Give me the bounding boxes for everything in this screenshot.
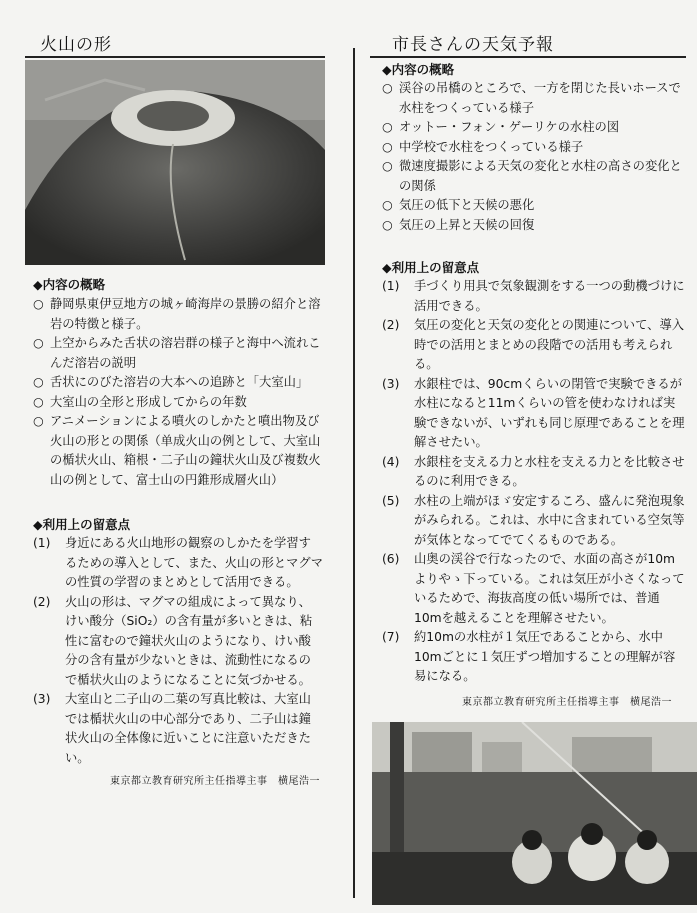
column-divider	[353, 48, 355, 898]
overview-list	[382, 79, 687, 235]
author-credit: 東京都立教育研究所主任指導主事 横尾浩一	[110, 776, 320, 787]
list-item: (1) 身近にある火山地形の観察のしかたを学習するための導入として、また、火山の形とマグマの性質の学習のまとめとして活用できる。	[33, 536, 323, 589]
list-item: (4) 水銀柱を支える力と水柱を支える力とを比較させるのに利用できる。	[382, 454, 685, 488]
title-underline	[25, 56, 325, 58]
list-item: (3) 水銀柱では、90cmくらいの閉管で実験できるが水柱になると11mくらいの管を使わなければ実験できないが、いずれも同じ原理であることを理解させたい。	[382, 376, 685, 449]
list-item: ○ 静岡県東伊豆地方の城ヶ崎海岸の景勝の紹介と溶岩の特徴と様子。	[33, 297, 321, 331]
list-item: ○ 気圧の上昇と天候の回復	[382, 217, 535, 232]
list-item: (2) 気圧の変化と天気の変化との関連について、導入時での活用とまとめの段階での活用も考えられる。	[382, 318, 685, 371]
list-item: ○ 大室山の全形と形成してからの年数	[33, 394, 247, 409]
list-item: ○ 気圧の低下と天候の悪化	[382, 198, 535, 212]
overview-heading: ◆内容の概略	[382, 62, 455, 77]
list-item: ○ アニメーションによる噴火のしかたと噴出物及び火山の形との関係（单成火山の例として、大室山の楯状火山、箱根・二子山の鐘状火山及び複数火山の例として、富士山の円錐形成層火山）	[33, 414, 321, 487]
list-item: ○ 上空からみた舌状の溶岩群の様子と海中へ流れこんだ溶岩の説明	[33, 336, 321, 370]
water-column-photo	[372, 722, 697, 905]
list-item: (5) 水柱の上端がほゞ安定するころ、盛んに発泡現象がみられる。これは、水中に含まれている空気等が気体となってでてくるものである。	[382, 493, 685, 547]
list-item: ○ 舌状にのびた溶岩の大本への追跡と「大室山」	[33, 375, 309, 389]
list-item: ○ オットー・フォン・ゲーリケの水柱の図	[382, 120, 620, 134]
list-item: (3) 大室山と二子山の二葉の写真比較は、大室山では楯状火山の中心部分であり、二子山は鐘状火山の全体像に近いことに注意いただきたい。	[33, 692, 311, 765]
list-item: ○ 微速度撮影による天気の変化と水柱の高さの変化との関係	[382, 159, 682, 193]
notes-list	[33, 534, 323, 768]
list-item: ○ 中学校で水柱をつくっている様子	[382, 139, 584, 154]
author-credit: 東京都立教育研究所主任指導主事 横尾浩一	[462, 697, 672, 708]
list-item: (6) 山奥の渓谷で行なったので、水面の高さが10mよりやゝ下っている。これは気圧が小さくなっているためで、海抜高度の低い場所では、普通10mを越えることを理解させたい。	[382, 552, 685, 625]
page-title-volcano: 火山の形	[40, 35, 112, 55]
notes-heading: ◆利用上の留意点	[33, 517, 131, 532]
list-item: ○ 渓谷の吊橋のところで、一方を閉じた長いホースで水柱をつくっている様子	[382, 81, 681, 115]
volcano-photo	[25, 60, 325, 265]
list-item: (1) 手づくり用具で気象観測をする一つの動機づけに活用できる。	[382, 279, 685, 313]
list-item: (7) 約10mの水柱が１気圧であることから、水中10mごとに１気圧ずつ増加することの理解が容易になる。	[382, 630, 676, 683]
list-item: (2) 火山の形は、マグマの組成によって異なり、けい酸分（SiO₂）の含有量が多いときは、粘性に富むので鐘状火山のようになり、けい酸分の含有量が少ないときは、流動性になるので楯状火山のようになることに気づかせる。	[33, 594, 313, 687]
notes-list	[382, 277, 687, 687]
notes-heading: ◆利用上の留意点	[382, 260, 480, 275]
title-underline	[370, 56, 686, 58]
page-title-weather: 市長さんの天気予報	[392, 35, 554, 55]
overview-list	[33, 295, 323, 490]
overview-heading: ◆内容の概略	[33, 277, 106, 292]
